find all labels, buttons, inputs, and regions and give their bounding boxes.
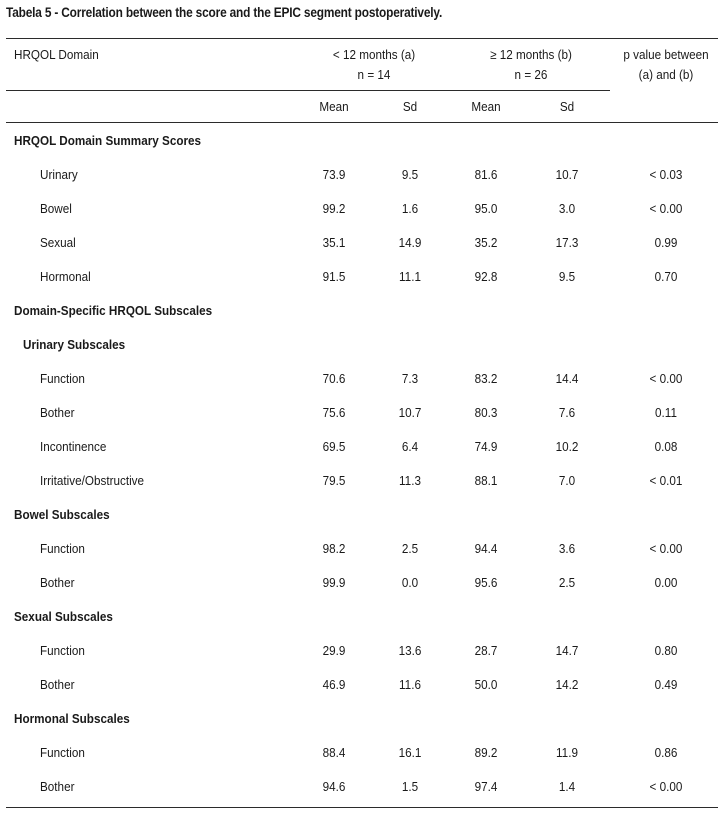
cell-p-value: 0.86 (654, 745, 678, 760)
cell-sd-a: 0.0 (401, 575, 419, 590)
cell-mean-a: 69.5 (322, 439, 346, 454)
header-sd-a: Sd (402, 99, 418, 114)
cell-mean-b: 94.4 (474, 541, 498, 556)
cell-sd-b: 7.0 (558, 473, 576, 488)
subsection-heading: Urinary Subscales (23, 337, 126, 352)
cell-mean-b: 92.8 (474, 269, 498, 284)
row-label: Bowel (40, 201, 72, 216)
cell-mean-b: 97.4 (474, 779, 498, 794)
header-sd-b: Sd (559, 99, 575, 114)
cell-sd-b: 3.6 (558, 541, 576, 556)
cell-mean-a: 46.9 (322, 677, 346, 692)
header-p-value-2: (a) and (b) (638, 67, 694, 82)
cell-sd-a: 16.1 (398, 745, 422, 760)
cell-mean-a: 79.5 (322, 473, 346, 488)
cell-sd-a: 10.7 (398, 405, 422, 420)
cell-sd-a: 11.3 (399, 473, 421, 488)
cell-mean-a: 73.9 (322, 167, 346, 182)
cell-sd-a: 9.5 (401, 167, 419, 182)
cell-mean-b: 81.6 (474, 167, 498, 182)
cell-sd-a: 11.1 (399, 269, 421, 284)
header-domain: HRQOL Domain (14, 47, 99, 62)
cell-p-value: 0.08 (654, 439, 678, 454)
section-heading: Sexual Subscales (14, 609, 113, 624)
cell-sd-a: 13.6 (398, 643, 422, 658)
top-rule (6, 38, 718, 39)
cell-sd-b: 3.0 (558, 201, 576, 216)
cell-mean-a: 98.2 (322, 541, 346, 556)
cell-p-value: 0.70 (654, 269, 678, 284)
cell-mean-a: 75.6 (322, 405, 346, 420)
cell-sd-a: 1.6 (401, 201, 419, 216)
row-label: Function (40, 745, 85, 760)
row-label: Urinary (40, 167, 78, 182)
row-label: Incontinence (40, 439, 107, 454)
cell-sd-b: 11.9 (556, 745, 578, 760)
bottom-rule (6, 807, 718, 808)
cell-sd-a: 11.6 (399, 677, 421, 692)
table-caption: Tabela 5 - Correlation between the score and the EPIC segment postoperatively. (6, 5, 443, 20)
cell-mean-a: 99.2 (322, 201, 346, 216)
cell-mean-b: 35.2 (474, 235, 498, 250)
row-label: Function (40, 643, 85, 658)
cell-p-value: < 0.01 (649, 473, 683, 488)
header-bottom-rule (6, 122, 718, 123)
header-group-b: ≥ 12 months (b) (490, 47, 572, 62)
cell-sd-a: 6.4 (401, 439, 419, 454)
cell-mean-b: 89.2 (474, 745, 498, 760)
cell-sd-b: 10.2 (555, 439, 579, 454)
cell-sd-b: 17.3 (555, 235, 579, 250)
cell-mean-a: 94.6 (322, 779, 346, 794)
cell-mean-b: 80.3 (474, 405, 498, 420)
cell-mean-b: 74.9 (474, 439, 498, 454)
row-label: Irritative/Obstructive (40, 473, 145, 488)
row-label: Sexual (40, 235, 76, 250)
cell-mean-a: 88.4 (322, 745, 346, 760)
cell-mean-b: 95.0 (474, 201, 498, 216)
cell-p-value: 0.99 (654, 235, 678, 250)
row-label: Bother (40, 575, 75, 590)
cell-sd-b: 7.6 (558, 405, 576, 420)
cell-p-value: 0.49 (654, 677, 678, 692)
cell-mean-b: 95.6 (474, 575, 498, 590)
cell-sd-b: 10.7 (555, 167, 579, 182)
header-mean-b: Mean (471, 99, 501, 114)
header-mid-rule (6, 90, 610, 91)
cell-mean-a: 91.5 (322, 269, 346, 284)
cell-mean-b: 50.0 (474, 677, 498, 692)
header-group-a-n: n = 14 (357, 67, 391, 82)
cell-sd-b: 9.5 (558, 269, 576, 284)
cell-sd-a: 2.5 (401, 541, 419, 556)
cell-mean-b: 28.7 (474, 643, 498, 658)
cell-p-value: < 0.00 (649, 371, 683, 386)
cell-mean-a: 70.6 (322, 371, 346, 386)
header-p-value: p value between (623, 47, 709, 62)
cell-mean-a: 29.9 (322, 643, 346, 658)
cell-mean-a: 99.9 (322, 575, 346, 590)
row-label: Bother (40, 405, 75, 420)
cell-p-value: < 0.00 (649, 541, 683, 556)
cell-sd-b: 2.5 (558, 575, 576, 590)
row-label: Bother (40, 677, 75, 692)
section-heading: Bowel Subscales (14, 507, 110, 522)
cell-p-value: < 0.03 (649, 167, 683, 182)
cell-sd-b: 14.2 (555, 677, 579, 692)
row-label: Hormonal (40, 269, 91, 284)
cell-mean-a: 35.1 (322, 235, 346, 250)
header-group-b-n: n = 26 (514, 67, 548, 82)
row-label: Bother (40, 779, 75, 794)
cell-p-value: 0.11 (655, 405, 677, 420)
cell-p-value: < 0.00 (649, 201, 683, 216)
cell-p-value: 0.00 (654, 575, 678, 590)
section-heading: Domain-Specific HRQOL Subscales (14, 303, 213, 318)
section-heading: HRQOL Domain Summary Scores (14, 133, 202, 148)
cell-sd-b: 14.4 (555, 371, 579, 386)
cell-p-value: < 0.00 (649, 779, 683, 794)
cell-sd-b: 14.7 (555, 643, 579, 658)
cell-sd-a: 7.3 (401, 371, 419, 386)
header-group-a: < 12 months (a) (332, 47, 416, 62)
cell-mean-b: 88.1 (474, 473, 498, 488)
section-heading: Hormonal Subscales (14, 711, 130, 726)
cell-p-value: 0.80 (654, 643, 678, 658)
row-label: Function (40, 541, 85, 556)
header-mean-a: Mean (319, 99, 349, 114)
cell-sd-a: 1.5 (401, 779, 419, 794)
cell-sd-a: 14.9 (398, 235, 422, 250)
cell-mean-b: 83.2 (474, 371, 498, 386)
row-label: Function (40, 371, 85, 386)
cell-sd-b: 1.4 (558, 779, 576, 794)
